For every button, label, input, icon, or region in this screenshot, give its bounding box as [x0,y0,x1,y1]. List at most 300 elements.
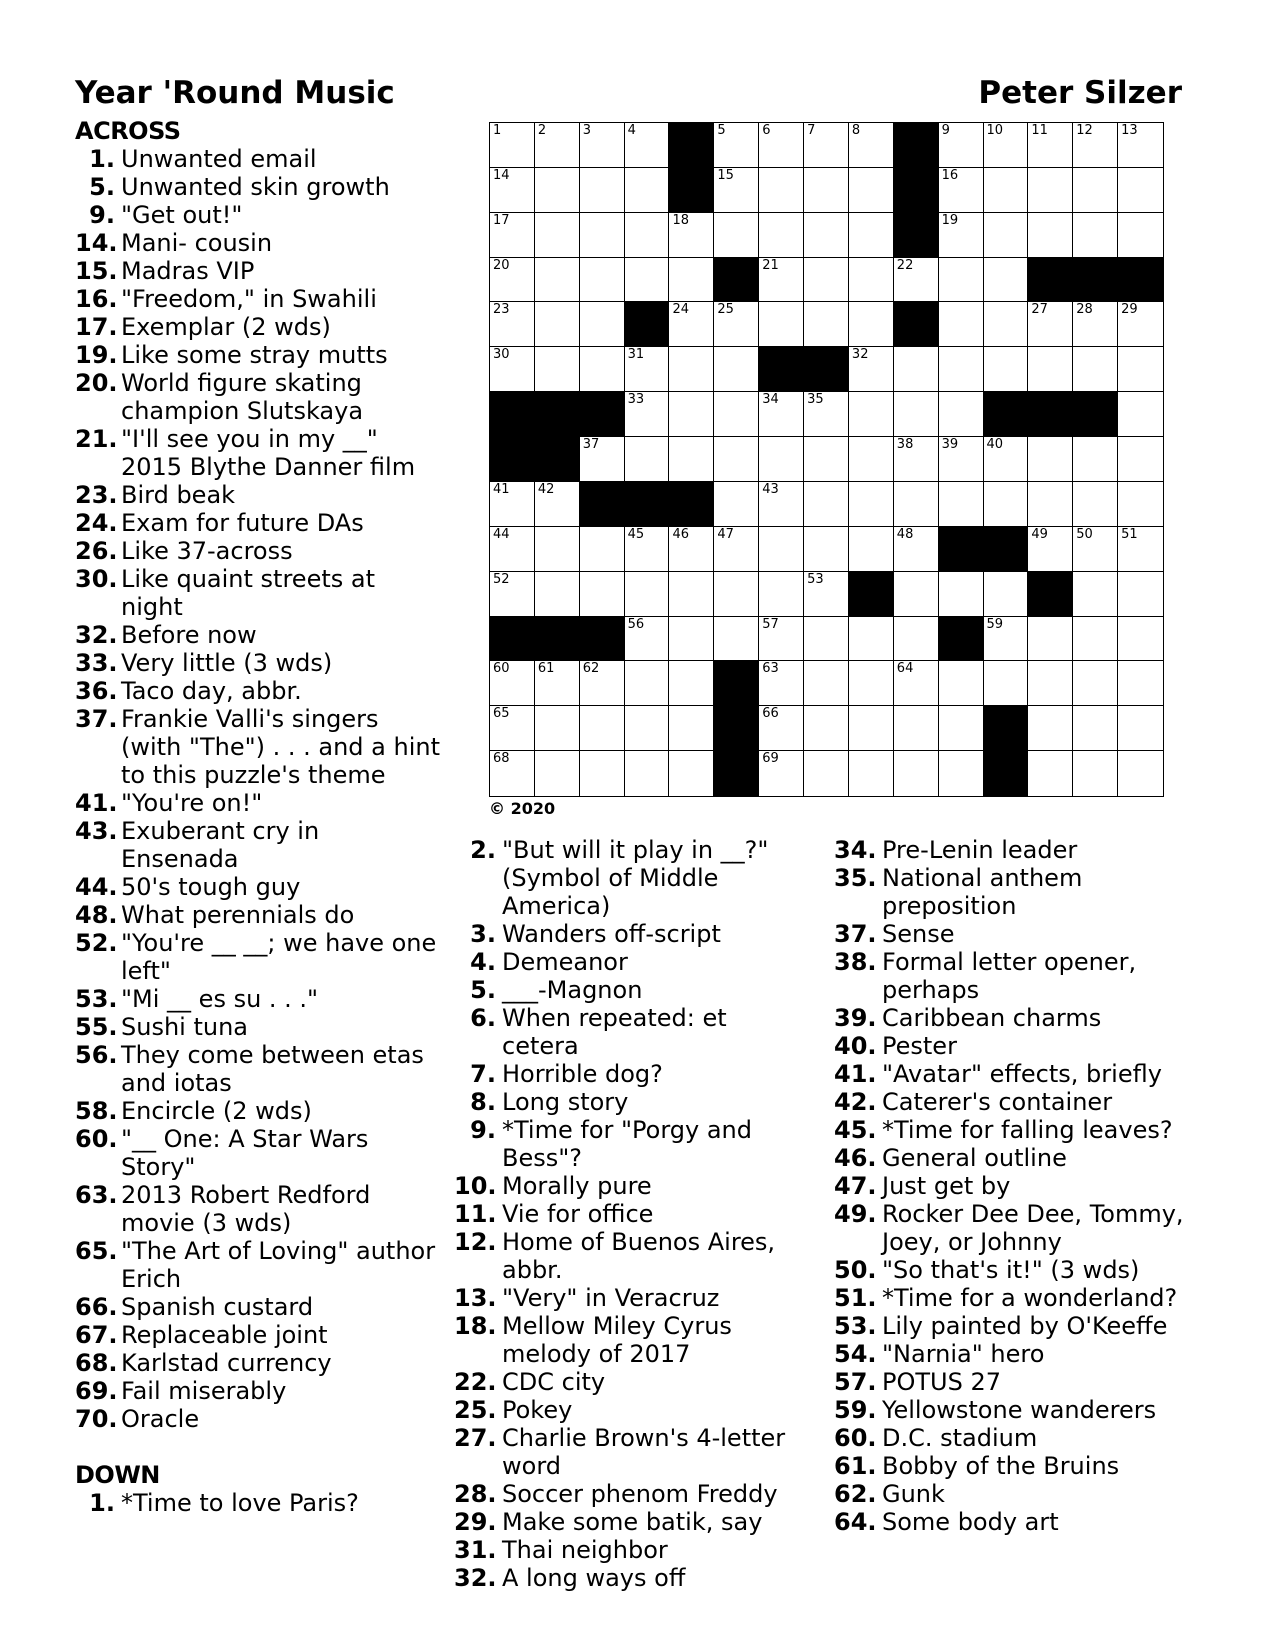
down-clue [454,1284,810,1312]
clue-text: When repeated: et cetera [502,1004,727,1060]
grid-cell[interactable] [759,258,804,303]
grid-cell[interactable] [894,572,939,617]
clue-text: Thai neighbor [502,1536,668,1564]
clue-text: Lily painted by O'Keeffe [882,1312,1168,1340]
clue-number: 41. [75,789,118,817]
grid-cell[interactable] [490,661,535,706]
clue-text: National anthem preposition [882,864,1083,920]
grid-cell[interactable] [580,527,625,572]
grid-cell[interactable] [625,168,670,213]
cell-number: 39 [941,437,959,453]
grid-cell[interactable] [984,572,1029,617]
clue-text: "You're __ __; we have one left" [121,929,437,985]
clue-number: 53. [75,985,118,1013]
grid-cell[interactable] [535,482,580,527]
clue-number: 15. [75,257,118,285]
grid-cell[interactable] [849,751,894,796]
grid-cell[interactable] [625,392,670,437]
grid-cell[interactable] [939,347,984,392]
clue-number: 20. [75,369,118,397]
grid-cell[interactable] [894,527,939,572]
clue-number: 53. [834,1312,877,1340]
across-clue [75,565,443,621]
grid-cell[interactable] [490,751,535,796]
grid-cell[interactable] [535,706,580,751]
grid-cell[interactable] [714,213,759,258]
grid-cell[interactable] [669,751,714,796]
grid-cell[interactable] [1028,617,1073,662]
grid-cell[interactable] [939,751,984,796]
grid-cell[interactable] [580,661,625,706]
grid-black-square [625,482,670,527]
grid-cell[interactable] [625,617,670,662]
grid-cell[interactable] [804,258,849,303]
grid-cell[interactable] [625,347,670,392]
cell-number: 33 [627,392,645,408]
grid-cell[interactable] [849,437,894,482]
grid-cell[interactable] [1118,347,1163,392]
grid-cell[interactable] [984,437,1029,482]
grid-cell[interactable] [669,213,714,258]
grid-cell[interactable] [1073,482,1118,527]
grid-cell[interactable] [759,302,804,347]
clue-number: 9. [89,201,115,229]
grid-cell[interactable] [804,482,849,527]
grid-cell[interactable] [625,706,670,751]
grid-cell[interactable] [714,527,759,572]
grid-cell[interactable] [580,258,625,303]
grid-cell[interactable] [580,302,625,347]
grid-cell[interactable] [849,302,894,347]
grid-cell[interactable] [535,302,580,347]
grid-cell[interactable] [625,123,670,168]
grid-cell[interactable] [535,751,580,796]
grid-cell[interactable] [1118,482,1163,527]
grid-cell[interactable] [1118,661,1163,706]
cell-number: 35 [807,392,824,408]
grid-cell[interactable] [804,706,849,751]
grid-cell[interactable] [714,123,759,168]
grid-cell[interactable] [939,123,984,168]
grid-cell[interactable] [804,572,849,617]
grid-cell[interactable] [894,706,939,751]
clue-text: "Mi __ es su . . ." [121,985,319,1013]
across-clue [75,705,443,789]
cell-number: 66 [762,706,779,722]
grid-cell[interactable] [535,213,580,258]
grid-cell[interactable] [580,751,625,796]
clue-text: Like some stray mutts [121,341,388,369]
grid-cell[interactable] [849,168,894,213]
grid-cell[interactable] [1028,751,1073,796]
grid-cell[interactable] [714,437,759,482]
grid-cell[interactable] [939,482,984,527]
grid-cell[interactable] [759,482,804,527]
cell-number: 24 [672,302,689,318]
grid-cell[interactable] [1028,213,1073,258]
grid-cell[interactable] [984,258,1029,303]
clue-text: Vie for office [502,1200,654,1228]
grid-cell[interactable] [580,213,625,258]
grid-cell[interactable] [759,751,804,796]
grid-cell[interactable] [625,437,670,482]
grid-cell[interactable] [1118,617,1163,662]
grid-cell[interactable] [804,617,849,662]
grid-cell[interactable] [1118,168,1163,213]
across-clue [75,1293,443,1321]
grid-cell[interactable] [984,123,1029,168]
grid-cell[interactable] [804,392,849,437]
clue-number: 12. [454,1228,497,1256]
clue-number: 70. [75,1405,118,1433]
clue-number: 64. [834,1508,877,1536]
grid-cell[interactable] [1073,347,1118,392]
grid-cell[interactable] [490,258,535,303]
grid-cell[interactable] [1028,527,1073,572]
grid-cell[interactable] [984,302,1029,347]
across-clue [75,313,443,341]
grid-cell[interactable] [1073,661,1118,706]
clue-number: 48. [75,901,118,929]
grid-cell[interactable] [849,347,894,392]
grid-cell[interactable] [669,437,714,482]
cell-number: 41 [493,481,510,497]
grid-cell[interactable] [625,258,670,303]
grid-cell[interactable] [1073,123,1118,168]
grid-black-square [714,751,759,796]
grid-cell[interactable] [759,213,804,258]
grid-cell[interactable] [1118,302,1163,347]
grid-black-square [894,302,939,347]
clues-column-3 [834,836,1196,1536]
grid-cell[interactable] [849,123,894,168]
grid-cell[interactable] [939,302,984,347]
grid-cell[interactable] [894,437,939,482]
down-clue [834,1508,1196,1536]
grid-cell[interactable] [759,168,804,213]
cell-number: 3 [582,123,591,138]
grid-cell[interactable] [580,347,625,392]
grid-cell[interactable] [1073,706,1118,751]
grid-cell[interactable] [669,527,714,572]
grid-cell[interactable] [490,302,535,347]
grid-cell[interactable] [1073,213,1118,258]
grid-cell[interactable] [625,213,670,258]
clue-number: 23. [75,481,118,509]
grid-cell[interactable] [1118,437,1163,482]
down-clue [834,920,1196,948]
grid-cell[interactable] [1028,661,1073,706]
grid-cell[interactable] [535,661,580,706]
grid-cell[interactable] [804,213,849,258]
clue-number: 18. [454,1312,497,1340]
clue-number: 1. [89,145,115,173]
grid-cell[interactable] [1073,168,1118,213]
grid-cell[interactable] [1028,168,1073,213]
clue-text: "You're on!" [121,789,263,817]
grid-cell[interactable] [849,213,894,258]
grid-cell[interactable] [849,527,894,572]
across-clue [75,1013,443,1041]
grid-black-square [894,168,939,213]
grid-cell[interactable] [490,347,535,392]
down-clue-list [454,836,810,1592]
clue-number: 10. [454,1172,497,1200]
grid-cell[interactable] [714,482,759,527]
grid-cell[interactable] [669,392,714,437]
clue-number: 19. [75,341,118,369]
grid-cell[interactable] [490,706,535,751]
grid-cell[interactable] [714,617,759,662]
grid-cell[interactable] [894,392,939,437]
clue-number: 37. [834,920,877,948]
grid-cell[interactable] [669,302,714,347]
grid-cell[interactable] [669,706,714,751]
grid-cell[interactable] [984,168,1029,213]
grid-cell[interactable] [849,661,894,706]
clue-text: Mellow Miley Cyrus melody of 2017 [502,1312,732,1368]
cell-number: 44 [493,526,510,542]
grid-black-square [1073,392,1118,437]
grid-cell[interactable] [804,168,849,213]
clue-text: *Time for "Porgy and Bess"? [502,1116,752,1172]
clue-text: 50's tough guy [121,873,301,901]
grid-cell[interactable] [580,706,625,751]
across-clue [75,789,443,817]
grid-black-square [1118,258,1163,303]
cell-number: 46 [672,526,689,542]
clue-text: Pester [882,1032,957,1060]
grid-cell[interactable] [714,572,759,617]
grid-cell[interactable] [804,527,849,572]
grid-cell[interactable] [535,527,580,572]
grid-cell[interactable] [1028,706,1073,751]
grid-cell[interactable] [1073,751,1118,796]
grid-cell[interactable] [939,213,984,258]
grid-cell[interactable] [1118,392,1163,437]
across-clue [75,537,443,565]
grid-cell[interactable] [1073,302,1118,347]
grid-cell[interactable] [939,258,984,303]
grid-cell[interactable] [535,347,580,392]
down-clue [834,1116,1196,1144]
grid-black-square [1028,572,1073,617]
grid-cell[interactable] [669,617,714,662]
down-clue [834,864,1196,920]
clue-text: Bobby of the Bruins [882,1452,1120,1480]
grid-cell[interactable] [580,123,625,168]
grid-cell[interactable] [1118,751,1163,796]
cell-number: 40 [986,437,1004,453]
grid-cell[interactable] [1073,617,1118,662]
grid-cell[interactable] [984,482,1029,527]
grid-cell[interactable] [535,123,580,168]
clue-number: 56. [75,1041,118,1069]
cell-number: 57 [762,616,779,632]
grid-cell[interactable] [535,258,580,303]
down-clue [834,1284,1196,1312]
grid-cell[interactable] [714,347,759,392]
clue-number: 67. [75,1321,118,1349]
grid-cell[interactable] [1073,572,1118,617]
grid-black-square [984,392,1029,437]
grid-cell[interactable] [849,617,894,662]
cell-number: 30 [493,347,510,363]
grid-cell[interactable] [625,572,670,617]
grid-cell[interactable] [804,661,849,706]
grid-cell[interactable] [759,392,804,437]
cell-number: 31 [627,347,645,363]
cell-number: 23 [493,302,510,318]
grid-cell[interactable] [490,123,535,168]
grid-cell[interactable] [1028,123,1073,168]
clue-text: Just get by [882,1172,1011,1200]
grid-black-square [625,302,670,347]
clue-text: Mani- cousin [121,229,273,257]
clue-text: Gunk [882,1480,945,1508]
clue-number: 30. [75,565,118,593]
grid-cell[interactable] [984,661,1029,706]
grid-black-square [804,347,849,392]
grid-cell[interactable] [984,617,1029,662]
grid-cell[interactable] [939,168,984,213]
clue-text: *Time to love Paris? [121,1489,359,1517]
grid-cell[interactable] [849,706,894,751]
grid-cell[interactable] [669,572,714,617]
grid-cell[interactable] [849,482,894,527]
grid-cell[interactable] [490,213,535,258]
grid-cell[interactable] [1028,482,1073,527]
grid-cell[interactable] [894,347,939,392]
clue-text: Soccer phenom Freddy [502,1480,778,1508]
grid-cell[interactable] [849,392,894,437]
grid-cell[interactable] [1028,347,1073,392]
down-clue [454,920,810,948]
grid-cell[interactable] [894,617,939,662]
grid-cell[interactable] [759,661,804,706]
across-clue [75,817,443,873]
grid-cell[interactable] [580,572,625,617]
puzzle-title: Year 'Round Music [75,75,395,111]
grid-cell[interactable] [580,168,625,213]
grid-cell[interactable] [759,617,804,662]
grid-cell[interactable] [625,751,670,796]
grid-cell[interactable] [894,258,939,303]
clue-text: Very little (3 wds) [121,649,333,677]
grid-cell[interactable] [894,661,939,706]
down-clue [834,1368,1196,1396]
down-clue [834,1032,1196,1060]
clue-text: Pokey [502,1396,573,1424]
grid-cell[interactable] [714,302,759,347]
down-clue [834,1480,1196,1508]
grid-cell[interactable] [669,347,714,392]
down-clue [834,1200,1196,1256]
grid-cell[interactable] [939,706,984,751]
clue-number: 35. [834,864,877,892]
grid-cell[interactable] [1118,123,1163,168]
grid-cell[interactable] [490,527,535,572]
clue-number: 65. [75,1237,118,1265]
grid-cell[interactable] [759,527,804,572]
grid-cell[interactable] [669,258,714,303]
across-clue [75,901,443,929]
down-clue [454,1508,810,1536]
grid-cell[interactable] [804,123,849,168]
grid-cell[interactable] [759,706,804,751]
across-clue [75,285,443,313]
grid-cell[interactable] [984,347,1029,392]
grid-cell[interactable] [759,572,804,617]
cell-number: 16 [941,167,959,183]
clue-number: 51. [834,1284,877,1312]
grid-cell[interactable] [1118,213,1163,258]
grid-cell[interactable] [490,572,535,617]
grid-cell[interactable] [804,302,849,347]
clues-column-2 [454,836,810,1592]
grid-cell[interactable] [535,572,580,617]
down-clue [834,1256,1196,1284]
grid-cell[interactable] [804,437,849,482]
down-clue [834,1004,1196,1032]
grid-cell[interactable] [1028,437,1073,482]
grid-cell[interactable] [625,661,670,706]
grid-cell[interactable] [939,661,984,706]
grid-cell[interactable] [1118,527,1163,572]
grid-black-square [580,392,625,437]
cell-number: 59 [986,616,1004,632]
grid-cell[interactable] [535,168,580,213]
grid-cell[interactable] [804,751,849,796]
grid-cell[interactable] [849,258,894,303]
grid-cell[interactable] [939,572,984,617]
down-clue [454,1396,810,1424]
grid-cell[interactable] [894,482,939,527]
grid-black-square [490,617,535,662]
clue-number: 1. [89,1489,115,1517]
grid-cell[interactable] [939,392,984,437]
grid-cell[interactable] [490,482,535,527]
grid-cell[interactable] [1118,706,1163,751]
grid-cell[interactable] [580,437,625,482]
grid-cell[interactable] [1073,437,1118,482]
grid-cell[interactable] [714,168,759,213]
grid-cell[interactable] [894,751,939,796]
grid-black-square [1028,258,1073,303]
across-clue [75,173,443,201]
grid-cell[interactable] [1028,302,1073,347]
grid-cell[interactable] [939,437,984,482]
grid-cell[interactable] [759,123,804,168]
grid-black-square [669,168,714,213]
grid-cell[interactable] [625,527,670,572]
grid-cell[interactable] [984,213,1029,258]
clue-text: Encircle (2 wds) [121,1097,312,1125]
clue-number: 11. [454,1200,497,1228]
grid-cell[interactable] [1118,572,1163,617]
down-heading: DOWN [75,1461,160,1489]
clue-text: Caterer's container [882,1088,1113,1116]
grid-cell[interactable] [669,661,714,706]
grid-cell[interactable] [714,392,759,437]
cell-number: 32 [851,347,869,363]
clue-text: Home of Buenos Aires, abbr. [502,1228,776,1284]
clue-text: Oracle [121,1405,200,1433]
grid-cell[interactable] [490,168,535,213]
clue-text: "Freedom," in Swahili [121,285,377,313]
grid-cell[interactable] [759,437,804,482]
grid-cell[interactable] [1073,527,1118,572]
